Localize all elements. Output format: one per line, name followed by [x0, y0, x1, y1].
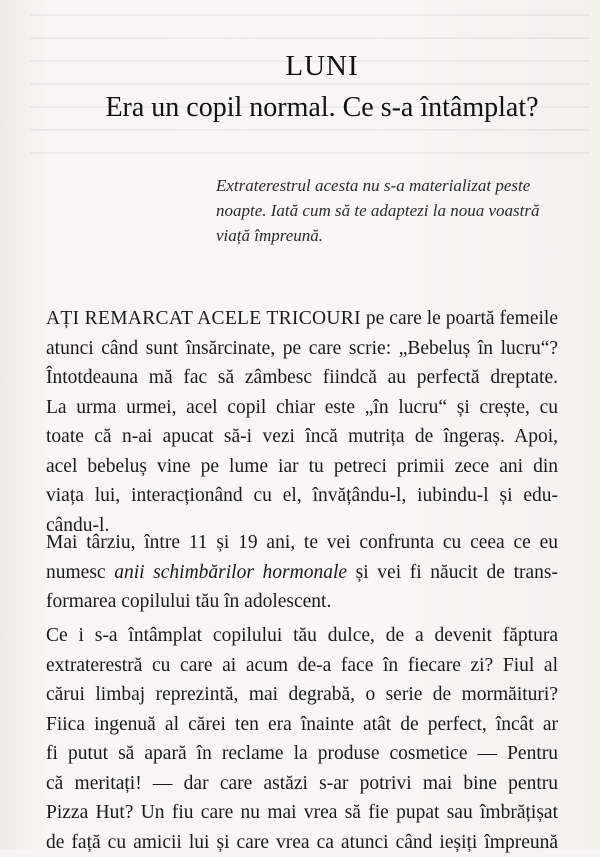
paragraph-line: viața lui, interacționând cu el, învățându-l, iubindu-l și edu-: [46, 481, 558, 511]
paragraph-line: formarea copilului tău în adolescent.: [46, 587, 558, 617]
chapter-title: Era un copil normal. Ce s-a întâmplat?: [22, 92, 600, 124]
paragraph-2: [46, 528, 558, 617]
small-caps-lead: AȚI REMARCAT ACELE TRICOURI: [46, 308, 361, 329]
paragraph-line: Întotdeauna mă fac să zâmbesc fiindcă au perfectă dreptate.: [46, 363, 558, 393]
paragraph-1: [46, 304, 558, 540]
paragraph-line: cărui limbaj reprezintă, mai degrabă, o serie de mormăituri?: [46, 680, 558, 710]
line-text: numesc: [46, 562, 114, 583]
paragraph-line: [46, 558, 558, 588]
line-text: și vei fi năucit de trans-: [347, 562, 558, 583]
line-text: pe care le poartă femeile: [361, 308, 558, 329]
paragraph-line: extraterestră cu care ai acum de-a face în fiecare zi? Fiul al: [46, 651, 558, 681]
italic-phrase: anii schimbărilor hormonale: [114, 562, 347, 583]
paragraph-3: [46, 621, 558, 857]
epigraph-line: noapte. Iată cum să te adaptezi la noua voastră: [216, 198, 556, 223]
paragraph-line: Mai târziu, între 11 și 19 ani, te vei confrunta cu ceea ce eu: [46, 528, 558, 558]
paragraph-line: La urma urmei, acel copil chiar este „în lucru“ și crește, cu: [46, 393, 558, 423]
paragraph-line: Ce i s-a întâmplat copilului tău dulce, de a devenit făptura: [46, 621, 558, 651]
paragraph-line: Fiica ingenuă al cărei ten era înainte atât de perfect, încât ar: [46, 710, 558, 740]
epigraph-line: viață împreună.: [216, 223, 556, 248]
paragraph-line: că meritați! — dar care astăzi s-ar potrivi mai bine pentru: [46, 769, 558, 799]
paragraph-line: acel bebeluș vine pe lume iar tu petreci primii zece ani din: [46, 452, 558, 482]
paragraph-line: [46, 304, 558, 334]
paragraph-line: atunci când sunt însărcinate, pe care scrie: „Bebeluș în lucru“?: [46, 334, 558, 364]
paragraph-line: de față cu amicii lui și care vrea ca atunci când ieșiți împreună: [46, 828, 558, 857]
epigraph: [216, 173, 556, 248]
paragraph-line: Pizza Hut? Un fiu care nu mai vrea să fie pupat sau îmbrățișat: [46, 798, 558, 828]
chapter-label: LUNI: [22, 50, 600, 83]
paragraph-line: cându-l.: [46, 511, 558, 541]
paragraph-line: toate că n-ai apucat să-i vezi încă mutrița de îngeraș. Apoi,: [46, 422, 558, 452]
paragraph-line: fi putut să apară în reclame la produse cosmetice — Pentru: [46, 739, 558, 769]
epigraph-line: Extraterestrul acesta nu s-a materializat peste: [216, 173, 556, 198]
